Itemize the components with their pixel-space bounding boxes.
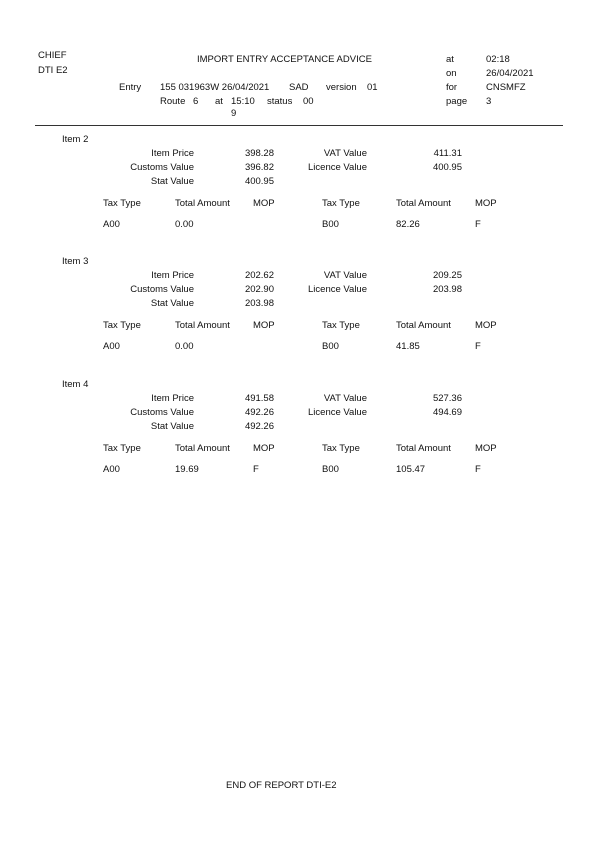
vat-value: 411.31 — [433, 148, 462, 159]
system-name: CHIEF — [38, 50, 67, 61]
header-divider — [35, 125, 563, 126]
item-price-value: 491.58 — [244, 393, 274, 404]
total-amount-header: Total Amount — [396, 320, 451, 331]
total-amount-header: Total Amount — [175, 320, 230, 331]
tax-type-header: Tax Type — [103, 443, 141, 454]
stat-value-label: Stat Value — [150, 421, 194, 432]
licence-value-label: Licence Value — [308, 284, 367, 295]
tax-type-cell: A00 — [103, 341, 120, 352]
tax-amount-cell: 19.69 — [175, 464, 199, 475]
total-amount-header: Total Amount — [175, 198, 230, 209]
customs-value-label: Customs Value — [130, 162, 194, 173]
tax-type-header: Tax Type — [103, 198, 141, 209]
tax-type-header: Tax Type — [322, 443, 360, 454]
stat-value: 492.26 — [244, 421, 274, 432]
mop-header: MOP — [475, 320, 497, 331]
tax-mop-cell: F — [253, 464, 259, 475]
stat-value-label: Stat Value — [150, 298, 194, 309]
report-title: IMPORT ENTRY ACCEPTANCE ADVICE — [197, 54, 372, 65]
vat-value-label: VAT Value — [323, 148, 367, 159]
item-price-label: Item Price — [151, 393, 194, 404]
tax-amount-cell: 82.26 — [396, 219, 420, 230]
item-price-label: Item Price — [151, 148, 194, 159]
customs-value: 202.90 — [244, 284, 274, 295]
page-label: page — [446, 96, 468, 107]
vat-value-label: VAT Value — [323, 393, 367, 404]
status-value: 00 — [303, 96, 314, 107]
tax-amount-cell: 105.47 — [396, 464, 426, 475]
time-label: at — [446, 54, 454, 65]
time-value: 02:18 — [486, 54, 510, 65]
licence-value-label: Licence Value — [308, 407, 367, 418]
tax-type-cell: B00 — [322, 341, 339, 352]
tax-amount-cell: 0.00 — [175, 219, 194, 230]
route-time: 15:10 — [231, 96, 255, 107]
licence-value: 203.98 — [432, 284, 462, 295]
item-price-value: 202.62 — [244, 270, 274, 281]
mop-header: MOP — [475, 198, 497, 209]
mop-header: MOP — [475, 443, 497, 454]
customs-value-label: Customs Value — [130, 407, 194, 418]
status-label: status — [267, 96, 293, 107]
item-price-label: Item Price — [151, 270, 194, 281]
tax-type-header: Tax Type — [322, 198, 360, 209]
entry-type: SAD — [289, 82, 309, 93]
tax-mop-cell: F — [475, 341, 481, 352]
customs-value-label: Customs Value — [130, 284, 194, 295]
tax-mop-cell: F — [475, 464, 481, 475]
entry-label: Entry — [119, 82, 142, 93]
page-number: 3 — [486, 96, 492, 107]
route-value: 6 — [193, 96, 199, 107]
licence-value-label: Licence Value — [308, 162, 367, 173]
tax-type-cell: A00 — [103, 464, 120, 475]
item-label: Item 2 — [62, 134, 89, 145]
version-value: 01 — [367, 82, 378, 93]
customs-value: 396.82 — [244, 162, 274, 173]
stat-value-label: Stat Value — [150, 176, 194, 187]
stat-value: 400.95 — [244, 176, 274, 187]
tax-amount-cell: 0.00 — [175, 341, 194, 352]
tax-type-header: Tax Type — [322, 320, 360, 331]
end-of-report: END OF REPORT DTI-E2 — [226, 780, 337, 791]
licence-value: 400.95 — [432, 162, 462, 173]
item-label: Item 4 — [62, 379, 89, 390]
mop-header: MOP — [253, 320, 275, 331]
licence-value: 494.69 — [432, 407, 462, 418]
customs-value: 492.26 — [244, 407, 274, 418]
vat-value: 527.36 — [432, 393, 462, 404]
item-label: Item 3 — [62, 256, 89, 267]
total-amount-header: Total Amount — [396, 443, 451, 454]
status-continuation: 9 — [231, 108, 237, 119]
date-value: 26/04/2021 — [486, 68, 534, 79]
tax-type-cell: A00 — [103, 219, 120, 230]
tax-amount-cell: 41.85 — [396, 341, 420, 352]
tax-mop-cell: F — [475, 219, 481, 230]
vat-value-label: VAT Value — [323, 270, 367, 281]
stat-value: 203.98 — [244, 298, 274, 309]
entry-reference: 155 031963W 26/04/2021 — [160, 82, 270, 93]
route-at-label: at — [215, 96, 223, 107]
for-label: for — [446, 82, 458, 93]
tax-type-cell: B00 — [322, 219, 339, 230]
item-price-value: 398.28 — [244, 148, 274, 159]
total-amount-header: Total Amount — [175, 443, 230, 454]
for-value: CNSMFZ — [486, 82, 526, 93]
date-label: on — [446, 68, 457, 79]
total-amount-header: Total Amount — [396, 198, 451, 209]
version-label: version — [326, 82, 357, 93]
route-label: Route — [160, 96, 186, 107]
vat-value: 209.25 — [432, 270, 462, 281]
tax-type-header: Tax Type — [103, 320, 141, 331]
report-code: DTI E2 — [38, 65, 68, 76]
mop-header: MOP — [253, 198, 275, 209]
mop-header: MOP — [253, 443, 275, 454]
tax-type-cell: B00 — [322, 464, 339, 475]
